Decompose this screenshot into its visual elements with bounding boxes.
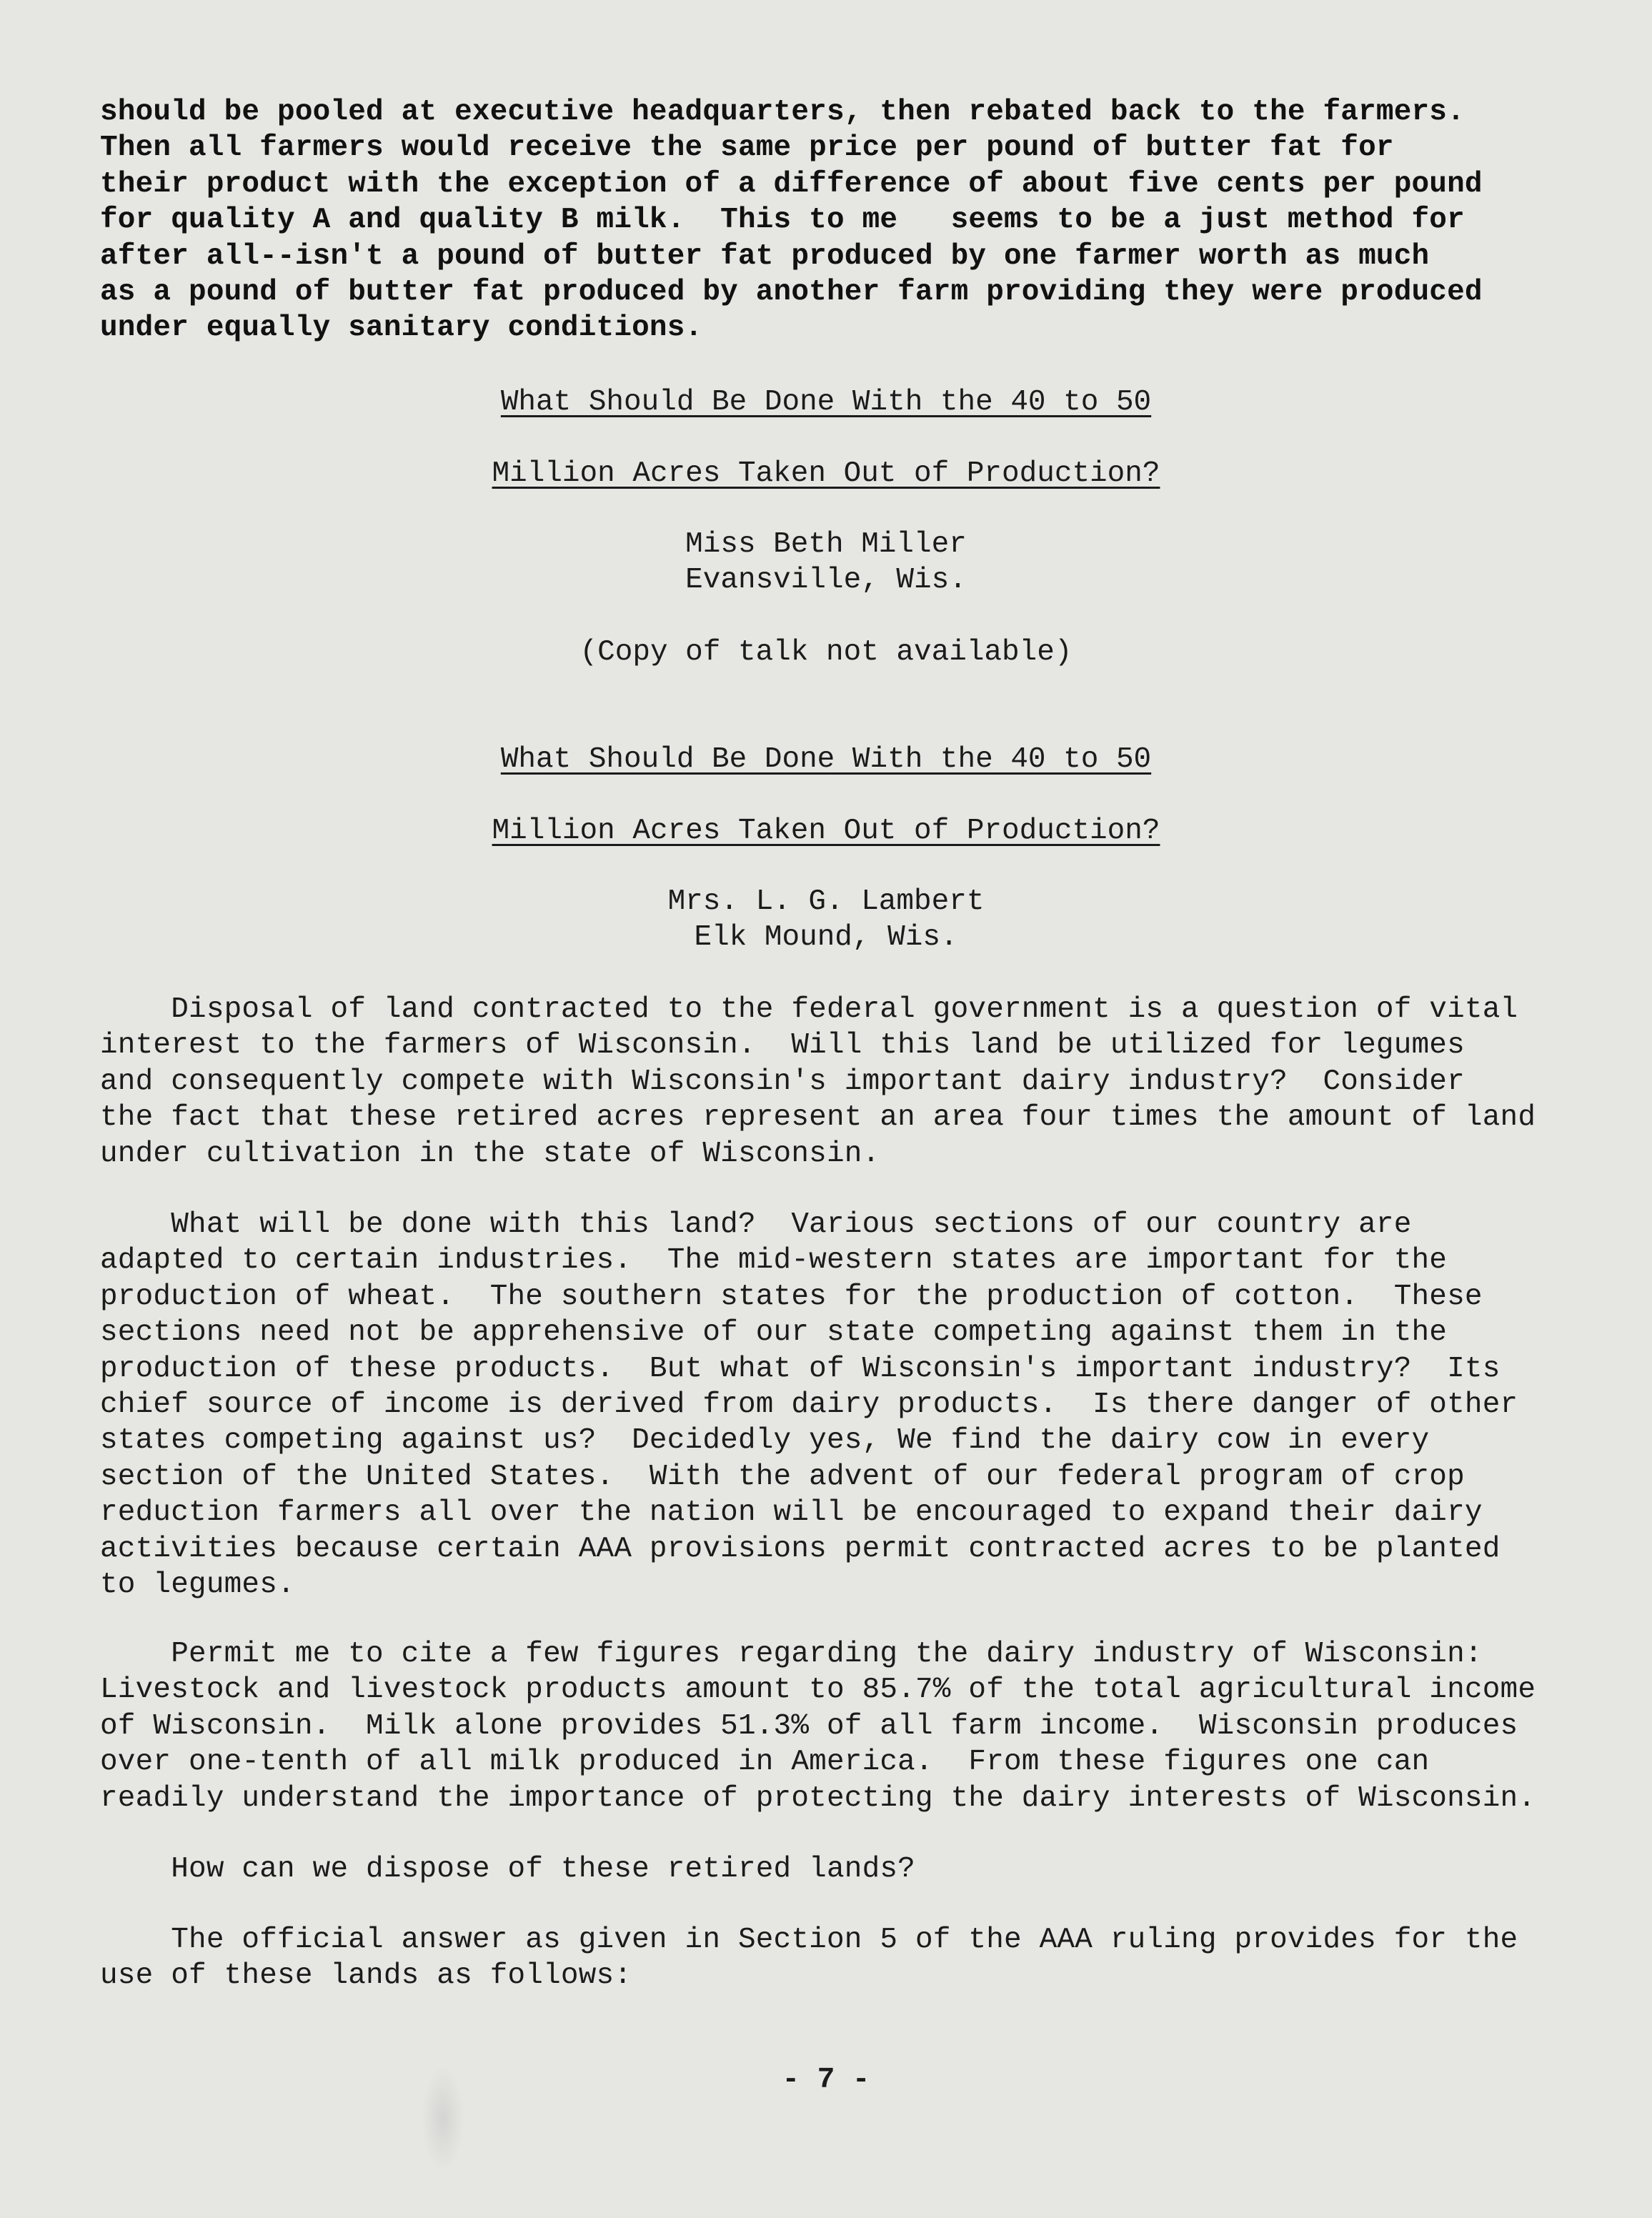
heading-text: What Should Be Done With the 40 to 50 bbox=[500, 386, 1152, 419]
section1-heading-line1 bbox=[0, 384, 1652, 420]
body-paragraph-3 bbox=[100, 1636, 1558, 1816]
text-line: Disposal of land contracted to the federal government is a question of vital bbox=[100, 993, 1518, 1026]
section2-heading-line2 bbox=[0, 813, 1652, 849]
text-line: over one-tenth of all milk produced in America. From these figures one can bbox=[100, 1746, 1430, 1779]
text-line: What will be done with this land? Various sections of our country are bbox=[100, 1208, 1412, 1241]
text-line: production of these products. But what of Wisconsin's important industry? Its bbox=[100, 1352, 1501, 1386]
body-paragraph-4 bbox=[100, 1851, 1558, 1887]
text-line: states competing against us? Decidedly yes, We find the dairy cow in every bbox=[100, 1424, 1430, 1458]
body-paragraph-1 bbox=[100, 992, 1558, 1172]
heading-text: What Should Be Done With the 40 to 50 bbox=[500, 743, 1152, 776]
text-line: the fact that these retired acres represent an area four times the amount of land bbox=[100, 1101, 1536, 1135]
text-line: chief source of income is derived from dairy products. Is there danger of other bbox=[100, 1388, 1518, 1422]
body-paragraph-5 bbox=[100, 1922, 1558, 1994]
text-line: and consequently compete with Wisconsin's important dairy industry? Consider bbox=[100, 1065, 1465, 1098]
text-line: adapted to certain industries. The mid-western states are important for the bbox=[100, 1244, 1448, 1278]
text-line: of Wisconsin. Milk alone provides 51.3% of all farm income. Wisconsin produces bbox=[100, 1709, 1518, 1743]
body-paragraph-2 bbox=[100, 1207, 1558, 1603]
section1-heading-line2 bbox=[0, 456, 1652, 492]
text-line: after all--isn't a pound of butter fat produced by one farmer worth as much bbox=[100, 239, 1430, 273]
text-line: their product with the exception of a difference of about five cents per pound bbox=[100, 167, 1483, 201]
text-line: as a pound of butter fat produced by another farm providing they were produced bbox=[100, 276, 1483, 309]
text-line: under cultivation in the state of Wisconsin. bbox=[100, 1137, 880, 1170]
text-line: sections need not be apprehensive of our state competing against them in the bbox=[100, 1316, 1448, 1350]
section2-speaker-name: Mrs. L. G. Lambert bbox=[667, 885, 985, 918]
text-line: activities because certain AAA provisions permit contracted acres to be planted bbox=[100, 1532, 1501, 1566]
text-line: Permit me to cite a few figures regarding the dairy industry of Wisconsin: bbox=[100, 1638, 1483, 1671]
page-number: - 7 - bbox=[782, 2064, 870, 2097]
text-line: reduction farmers all over the nation will be encouraged to expand their dairy bbox=[100, 1496, 1483, 1530]
text-line: should be pooled at executive headquarters, then rebated back to the farmers. bbox=[100, 96, 1465, 129]
text-line: Then all farmers would receive the same price per pound of butter fat for bbox=[100, 131, 1394, 165]
opening-paragraph bbox=[100, 94, 1558, 347]
section1-note: (Copy of talk not available) bbox=[579, 636, 1073, 669]
text-line: production of wheat. The southern states for the production of cotton. These bbox=[100, 1280, 1483, 1313]
text-line: section of the United States. With the advent of our federal program of crop bbox=[100, 1460, 1465, 1493]
text-line: The official answer as given in Section 5 of the AAA ruling provides for the bbox=[100, 1924, 1518, 1956]
section1-speaker-name: Miss Beth Miller bbox=[685, 528, 967, 561]
heading-text: Million Acres Taken Out of Production? bbox=[492, 457, 1160, 490]
section1-speaker-location: Evansville, Wis. bbox=[685, 564, 967, 597]
text-line: interest to the farmers of Wisconsin. Will this land be utilized for legumes bbox=[100, 1029, 1465, 1063]
text-line: How can we dispose of these retired lands? bbox=[100, 1853, 915, 1886]
text-line: readily understand the importance of protecting the dairy interests of Wisconsin. bbox=[100, 1781, 1536, 1815]
text-line: Livestock and livestock products amount to 85.7% of the total agricultural income bbox=[100, 1674, 1536, 1707]
text-line: for quality A and quality B milk. This to me seems to be a just method for bbox=[100, 204, 1465, 237]
text-line: under equally sanitary conditions. bbox=[100, 312, 703, 345]
section2-speaker-location: Elk Mound, Wis. bbox=[694, 921, 958, 954]
text-line: to legumes. bbox=[100, 1568, 295, 1602]
text-line: use of these lands as follows: bbox=[100, 1959, 632, 1993]
section2-heading-line1 bbox=[0, 742, 1652, 777]
heading-text: Million Acres Taken Out of Production? bbox=[492, 815, 1160, 847]
